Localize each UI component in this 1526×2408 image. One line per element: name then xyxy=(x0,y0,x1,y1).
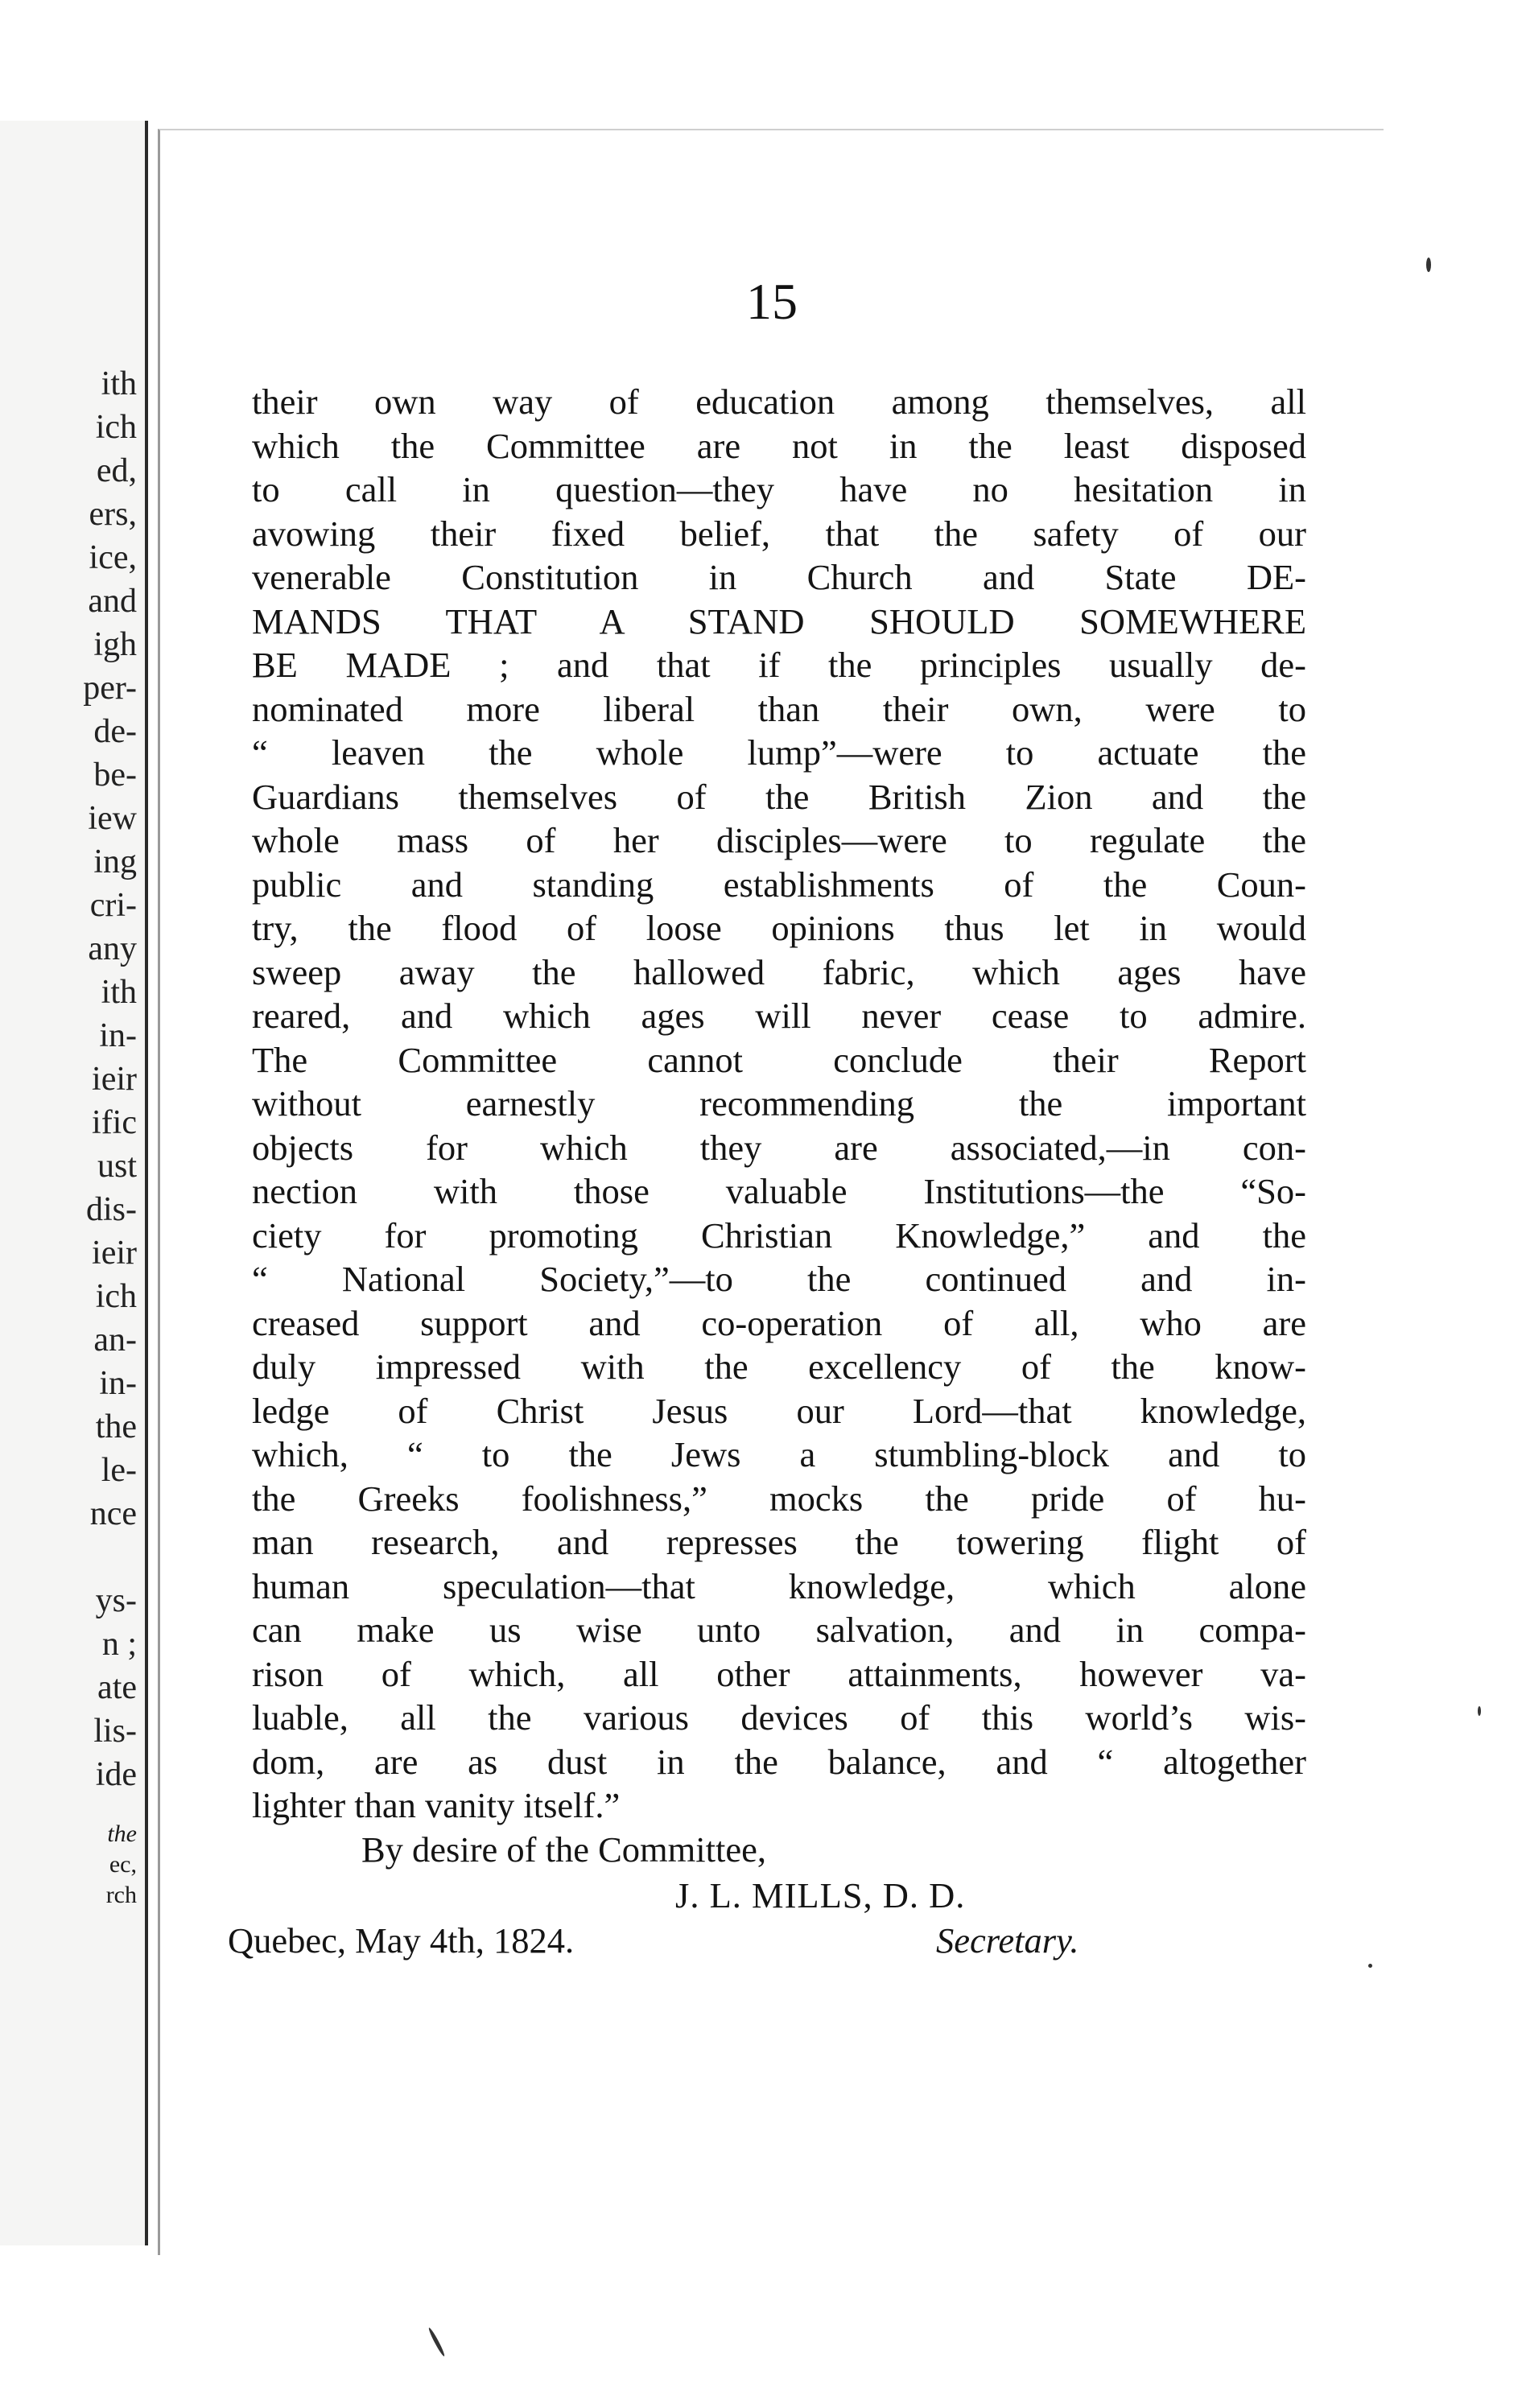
fragment-line: ith xyxy=(101,365,137,402)
fragment-line: be- xyxy=(93,757,137,794)
place-date: Quebec, May 4th, 1824. xyxy=(228,1920,575,1961)
text-line: venerable Constitution in Church and State DE- xyxy=(252,557,1306,597)
fragment-line: ide xyxy=(95,1756,137,1793)
text-line: duly impressed with the excellency of the know- xyxy=(252,1346,1306,1387)
scan-speck xyxy=(427,2327,446,2357)
text-line: creased support and co-operation of all, who are xyxy=(252,1302,1306,1343)
fragment-line: ieir xyxy=(92,1235,137,1272)
text-line: try, the flood of loose opinions thus let in would xyxy=(252,908,1306,948)
text-line: nominated more liberal than their own, were to xyxy=(252,688,1306,729)
footnote-fragment: the xyxy=(107,1820,137,1847)
fragment-line: an- xyxy=(93,1322,137,1359)
text-line: The Committee cannot conclude their Report xyxy=(252,1039,1306,1080)
text-line: MANDS THAT A STAND SHOULD SOMEWHERE xyxy=(252,600,1306,641)
fragment-line: per- xyxy=(83,670,137,707)
fragment-line: ed, xyxy=(96,452,137,489)
body-text xyxy=(252,380,1306,1783)
text-line: man research, and represses the towering flight of xyxy=(252,1522,1306,1562)
page xyxy=(158,129,1384,2255)
fragment-line: igh xyxy=(93,626,137,663)
text-line: avowing their fixed belief, that the safety of our xyxy=(252,513,1306,554)
fragment-line: ich xyxy=(95,1278,137,1315)
scan-speck xyxy=(1426,258,1431,272)
fragment-line: ich xyxy=(95,409,137,446)
text-line: Guardians themselves of the British Zion and the xyxy=(252,776,1306,817)
scan-speck xyxy=(1478,1706,1481,1716)
previous-page-fragment xyxy=(0,121,148,2245)
closing-line: By desire of the Committee, xyxy=(361,1829,766,1870)
signatory: J. L. MILLS, D. D. xyxy=(675,1875,966,1915)
text-line: “ National Society,”—to the continued and in- xyxy=(252,1259,1306,1299)
text-line: rison of which, all other attainments, however va- xyxy=(252,1653,1306,1694)
fragment-line: ith xyxy=(101,974,137,1011)
text-line: nection with those valuable Institutions—the “So- xyxy=(252,1171,1306,1211)
fragment-line: iew xyxy=(88,800,137,837)
fragment-line: ing xyxy=(93,843,137,880)
page-number: 15 xyxy=(746,273,798,330)
fragment-line: the xyxy=(95,1408,137,1445)
text-line: which, “ to the Jews a stumbling-block and to xyxy=(252,1434,1306,1474)
fragment-line: lis- xyxy=(93,1713,137,1750)
previous-page-text xyxy=(83,362,137,1796)
text-line: objects for which they are associated,—in con- xyxy=(252,1127,1306,1168)
fragment-line: n ; xyxy=(101,1626,137,1663)
text-line: luable, all the various devices of this world’s wis- xyxy=(252,1697,1306,1738)
text-line: public and standing establishments of the Coun- xyxy=(252,864,1306,905)
fragment-line: in- xyxy=(99,1365,137,1402)
fragment-line: le- xyxy=(101,1452,137,1489)
fragment-line: ust xyxy=(97,1148,137,1185)
fragment-line: nce xyxy=(89,1495,137,1532)
fragment-line: ieir xyxy=(92,1061,137,1098)
text-line: without earnestly recommending the important xyxy=(252,1083,1306,1124)
footnote-fragment: ec, xyxy=(109,1851,137,1878)
fragment-line: de- xyxy=(93,713,137,750)
fragment-line: ys- xyxy=(95,1582,137,1619)
fragment-line xyxy=(83,1536,137,1579)
last-line: lighter than vanity itself.” xyxy=(252,1785,621,1825)
signatory-title: Secretary. xyxy=(936,1920,1079,1961)
text-line: to call in question—they have no hesitation in xyxy=(252,469,1306,509)
text-line: dom, are as dust in the balance, and “ altogether xyxy=(252,1741,1306,1782)
fragment-line: and xyxy=(88,583,137,620)
fragment-line: any xyxy=(88,930,137,967)
text-line: whole mass of her disciples—were to regulate the xyxy=(252,820,1306,860)
text-line: can make us wise unto salvation, and in compa- xyxy=(252,1610,1306,1650)
fragment-line: ers, xyxy=(89,496,137,533)
text-line: ciety for promoting Christian Knowledge,” and the xyxy=(252,1214,1306,1256)
fragment-line: in- xyxy=(99,1017,137,1054)
text-line: their own way of education among themselves, all xyxy=(252,381,1306,422)
footnote-fragment: rch xyxy=(105,1882,137,1908)
text-line: ledge of Christ Jesus our Lord—that knowledge, xyxy=(252,1390,1306,1431)
fragment-line: ific xyxy=(92,1104,137,1141)
text-line: reared, and which ages will never cease to admire. xyxy=(252,996,1306,1036)
text-line: sweep away the hallowed fabric, which ages have xyxy=(252,951,1306,992)
previous-page-footnote xyxy=(106,1819,137,1911)
text-line: human speculation—that knowledge, which alone xyxy=(252,1565,1306,1606)
text-line: which the Committee are not in the least disposed xyxy=(252,425,1306,466)
scan-speck xyxy=(1368,1964,1372,1968)
text-line: “ leaven the whole lump”—were to actuate the xyxy=(252,732,1306,773)
text-line: BE MADE ; and that if the principles usually de- xyxy=(252,645,1306,685)
fragment-line: cri- xyxy=(89,887,137,924)
text-line: the Greeks foolishness,” mocks the pride of hu- xyxy=(252,1478,1306,1519)
fragment-line: dis- xyxy=(86,1191,137,1228)
fragment-line: ate xyxy=(97,1669,137,1706)
fragment-line: ice, xyxy=(89,539,137,576)
